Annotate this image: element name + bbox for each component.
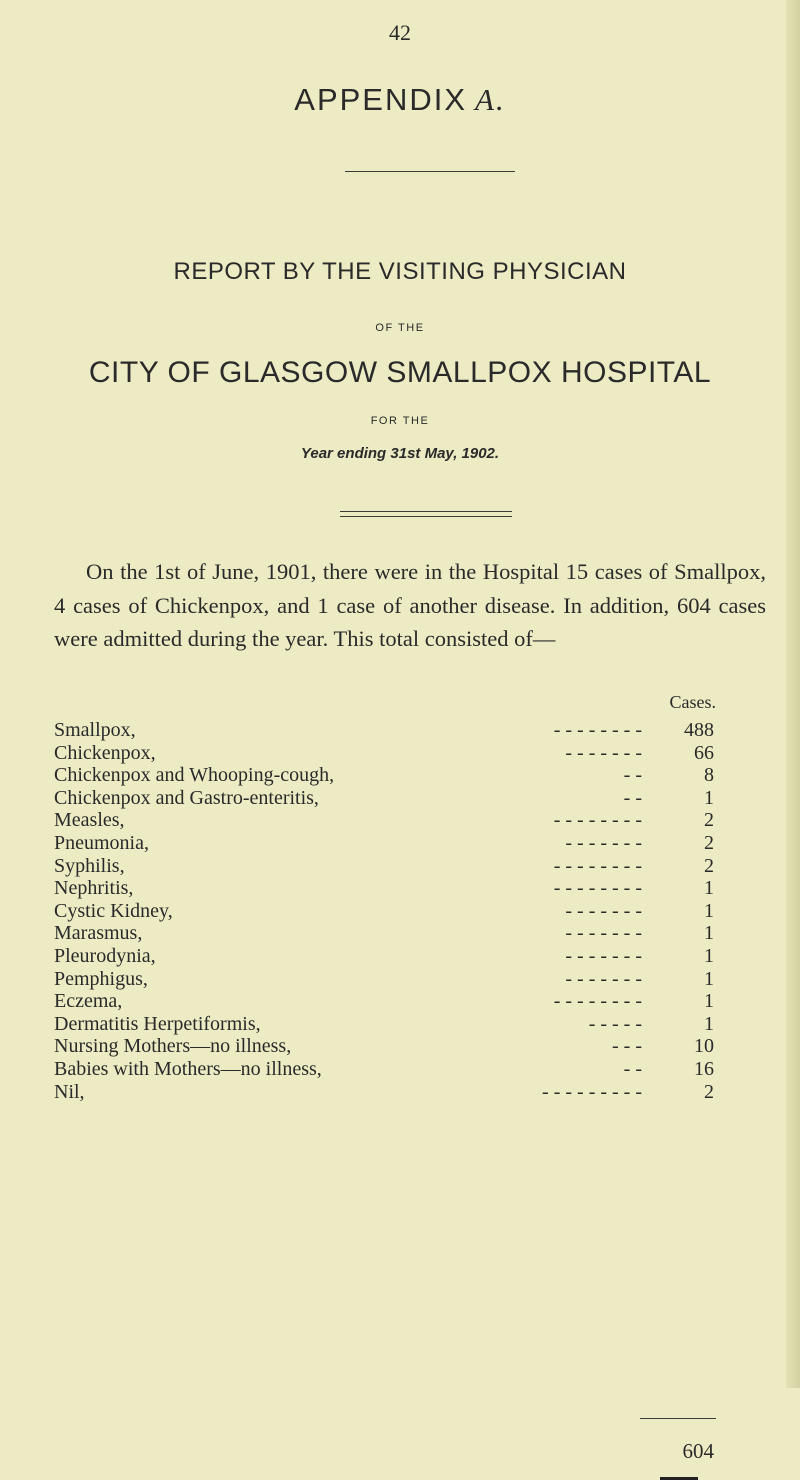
case-count: 1: [704, 967, 714, 990]
disease-name: Chickenpox and Gastro-enteritis,: [54, 786, 319, 809]
table-row: [54, 921, 714, 945]
disease-name: Chickenpox and Whooping-cough,: [54, 764, 335, 787]
table-row: [54, 1080, 714, 1104]
table-row: [54, 876, 714, 900]
disease-name: Marasmus,: [54, 922, 143, 945]
for-the-label: FOR THE: [370, 415, 430, 427]
table-row: [54, 741, 714, 765]
case-count: 1: [704, 945, 714, 967]
total-rule: [640, 1418, 716, 1419]
disease-name: Babies with Mothers—no illness,: [54, 1058, 322, 1080]
disease-name: Nursing Mothers—no illness,: [54, 1035, 292, 1058]
intro-paragraph: On the 1st of June, 1901, there were in the Hospital 15 cases of Smallpox, 4 cases of Chickenpox, and 1 case of another disease. In addition, 604 cases were admitted during the year. This total consisted of—: [54, 559, 766, 652]
dot-leader: - -: [623, 764, 642, 787]
case-count: 2: [704, 854, 714, 877]
of-the-label: OF THE: [375, 322, 425, 334]
case-count: 66: [694, 741, 714, 764]
case-count: 1: [704, 877, 714, 900]
disease-name: Pemphigus,: [54, 967, 148, 990]
disease-name: Cystic Kidney,: [54, 899, 173, 922]
cases-column-header: Cases.: [669, 692, 716, 712]
disease-name: Syphilis,: [54, 854, 125, 877]
table-row: [54, 808, 714, 832]
table-row: [54, 718, 714, 742]
disease-name: Nephritis,: [54, 877, 134, 900]
dot-leader: - - - - - - -: [565, 922, 642, 945]
case-count: 2: [704, 832, 714, 854]
table-row: [54, 899, 714, 923]
report-title: REPORT BY THE VISITING PHYSICIAN: [173, 258, 627, 285]
case-count: 488: [684, 719, 714, 741]
disease-name: Nil,: [54, 1080, 85, 1103]
hospital-name: CITY OF GLASGOW SMALLPOX HOSPITAL: [88, 356, 712, 389]
appendix-heading: [0, 82, 800, 118]
dot-leader: - -: [623, 786, 642, 809]
dot-leader: - - - - - - - -: [553, 877, 642, 900]
case-count: 8: [704, 764, 714, 787]
case-count: 10: [694, 1035, 714, 1058]
heading-divider: [345, 171, 515, 172]
dot-leader: - - - - - - -: [565, 832, 642, 854]
total-cases: 604: [682, 1439, 714, 1463]
case-count: 2: [704, 809, 714, 832]
dot-leader: - -: [623, 1058, 642, 1080]
dot-leader: - - - - - - -: [565, 967, 642, 990]
page-number: 42: [389, 20, 411, 45]
dot-leader: - - - - -: [588, 1012, 642, 1035]
table-row: [54, 1034, 714, 1058]
dot-leader: - - - - - - - - -: [542, 1080, 642, 1103]
page-edge-shadow: [786, 0, 800, 1388]
disease-name: Dermatitis Herpetiformis,: [54, 1012, 261, 1035]
case-count: 16: [694, 1058, 714, 1080]
table-row: [54, 967, 714, 991]
dot-leader: - - - - - - -: [565, 741, 642, 764]
year-ending: Year ending 31st May, 1902.: [300, 445, 500, 462]
disease-name: Smallpox,: [54, 719, 136, 741]
disease-name: Eczema,: [54, 990, 123, 1013]
disease-name: Chickenpox,: [54, 741, 156, 764]
title-double-rule-top: [340, 511, 512, 512]
table-row: [54, 763, 714, 787]
table-row: [54, 1012, 714, 1036]
case-count: 1: [704, 922, 714, 945]
table-row: [54, 989, 714, 1013]
table-row: [54, 854, 714, 878]
case-count: 2: [704, 1080, 714, 1103]
disease-name: Pneumonia,: [54, 832, 149, 854]
dot-leader: - - - - - - - -: [553, 719, 642, 741]
dot-leader: - - - - - - - -: [553, 809, 642, 832]
dot-leader: - - - - - - -: [565, 945, 642, 967]
dot-leader: - - - - - - -: [565, 899, 642, 922]
appendix-word: APPENDIX: [294, 82, 468, 117]
title-double-rule-bottom: [340, 516, 512, 517]
disease-name: Pleurodynia,: [54, 945, 156, 967]
dot-leader: - - -: [612, 1035, 642, 1058]
appendix-letter: A.: [475, 82, 506, 117]
case-count: 1: [704, 899, 714, 922]
table-row: [54, 1057, 714, 1081]
dot-leader: - - - - - - - -: [553, 854, 642, 877]
table-row: [54, 944, 714, 968]
dot-leader: - - - - - - - -: [553, 990, 642, 1013]
case-count: 1: [704, 786, 714, 809]
case-count: 1: [704, 1012, 714, 1035]
table-row: [54, 831, 714, 855]
table-row: [54, 786, 714, 810]
case-count: 1: [704, 990, 714, 1013]
disease-name: Measles,: [54, 809, 125, 832]
